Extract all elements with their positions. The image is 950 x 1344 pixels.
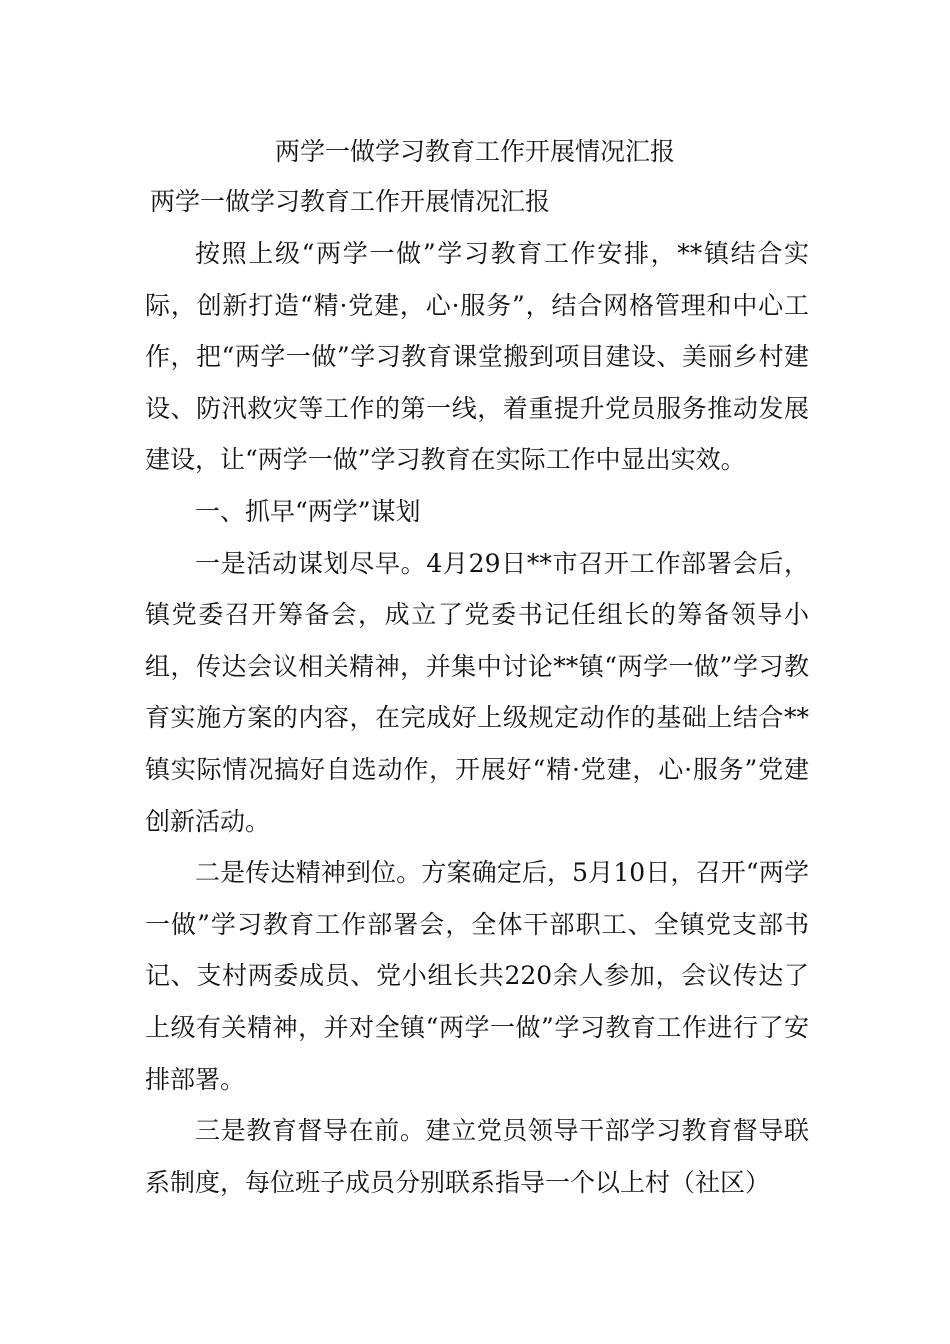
document-body <box>145 228 809 1208</box>
paragraph-intro: 按照上级“两学一做”学习教育工作安排，**镇结合实际，创新打造“精·党建，心·服务”，结合网格管理和中心工作，把“两学一做”学习教育课堂搬到项目建设、美丽乡村建设、防汛救灾等工作的第一线，着重提升党员服务推动发展建设，让“两学一做”学习教育在实际工作中显出实效。 <box>145 239 809 475</box>
document-subtitle: 两学一做学习教育工作开展情况汇报 <box>150 187 551 216</box>
paragraph-point-3: 三是教育督导在前。建立党员领导干部学习教育督导联系制度，每位班子成员分别联系指导一个以上村（社区） <box>145 1116 809 1197</box>
paragraph-point-2: 二是传达精神到位。方案确定后，5月10日，召开“两学一做”学习教育工作部署会，全体干部职工、全镇党支部书记、支村两委成员、党小组长共220余人参加，会议传达了上级有关精神，并对全镇“两学一做”学习教育工作进行了安排部署。 <box>145 858 809 1094</box>
section-heading-1: 一、抓早“两学”谋划 <box>195 496 421 526</box>
paragraph-point-1: 一是活动谋划尽早。4月29日**市召开工作部署会后，镇党委召开筹备会，成立了党委书记任组长的筹备领导小组，传达会议相关精神，并集中讨论**镇“两学一做”学习教育实施方案的内容，在完成好上级规定动作的基础上结合**镇实际情况搞好自选动作，开展好“精·党建，心·服务”党建创新活动。 <box>145 548 809 836</box>
document-title: 两学一做学习教育工作开展情况汇报 <box>274 137 675 166</box>
